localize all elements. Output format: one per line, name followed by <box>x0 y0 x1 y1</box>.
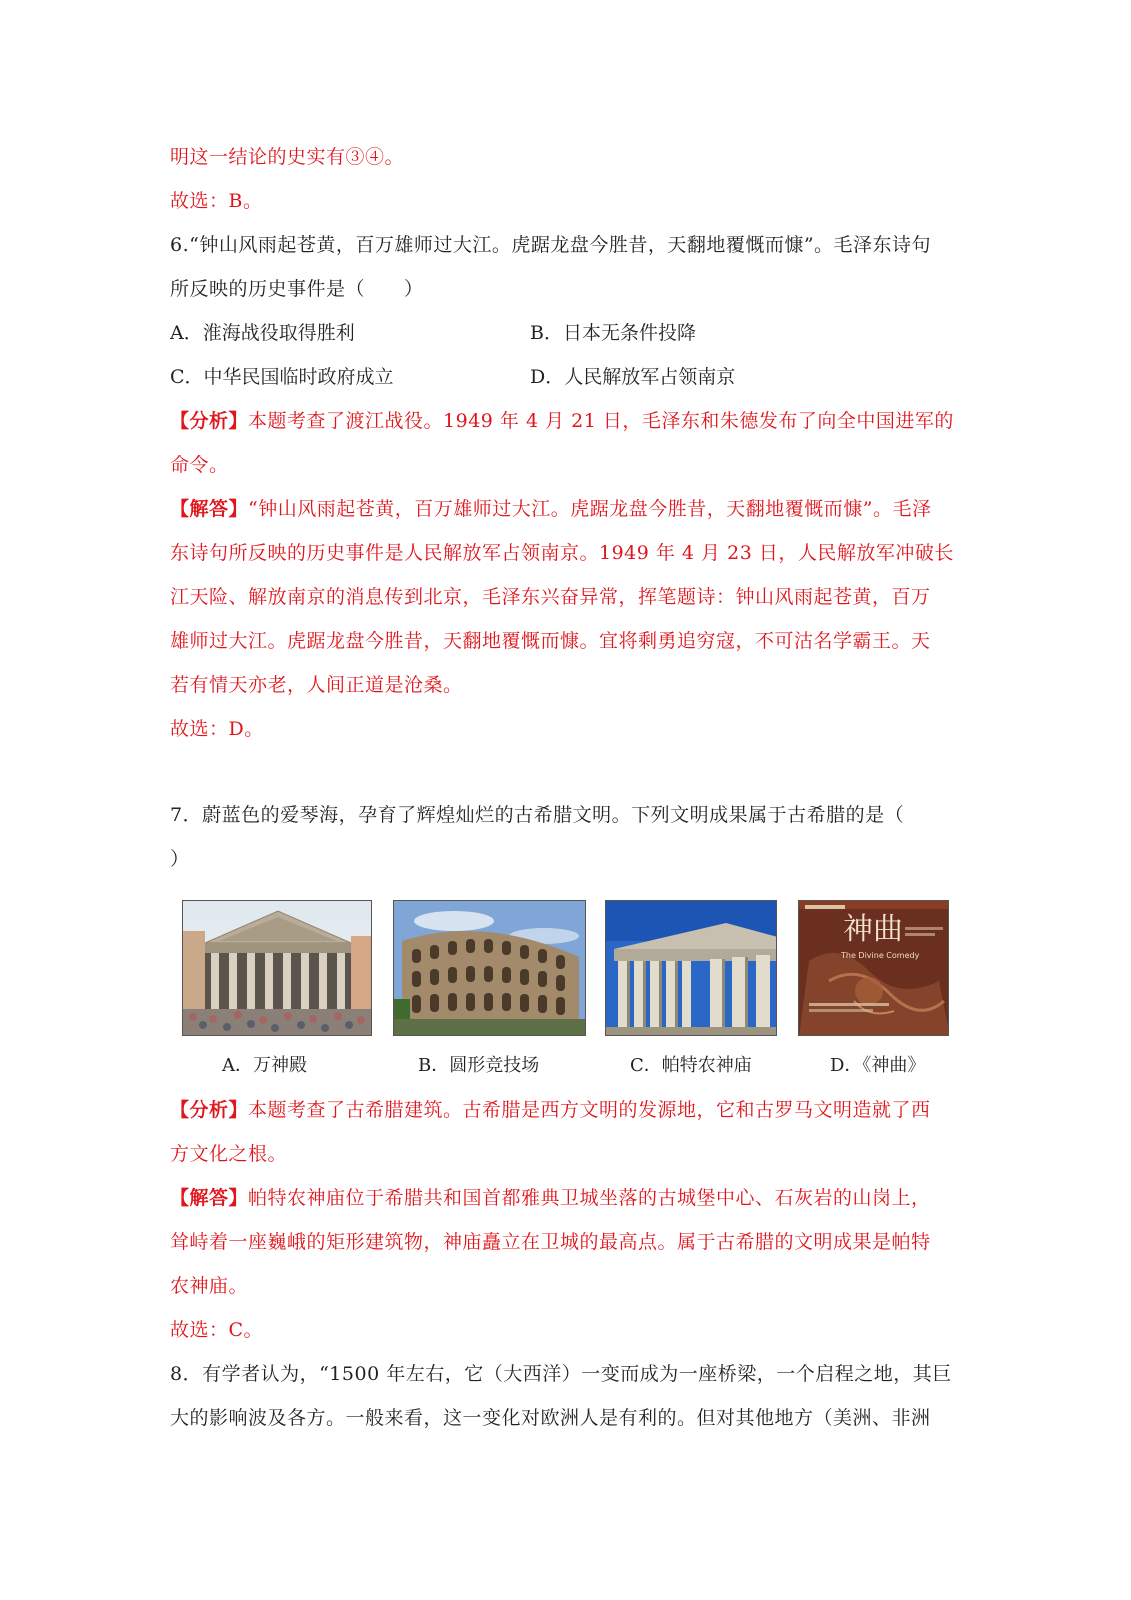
book-title: 神曲 <box>843 912 903 947</box>
q7-analysis-line2: 方文化之根。 <box>170 1143 288 1165</box>
q6-stem-line2: 所反映的历史事件是（ ） <box>170 278 424 300</box>
prev-explanation-tail: 明这一结论的史实有③④。 <box>170 146 405 168</box>
q6-analysis-tag: 【分析】 <box>170 410 249 432</box>
q7-solution-text: 帕特农神庙位于希腊共和国首都雅典卫城坐落的古城堡中心、石灰岩的山岗上， <box>248 1187 931 1209</box>
q6-solution-text: “钟山风雨起苍黄，百万雄师过大江。虎踞龙盘今胜昔，天翻地覆慨而慷”。毛泽 <box>248 498 932 520</box>
prev-answer: 故选：B。 <box>170 190 263 212</box>
q7-solution-line2: 耸峙着一座巍峨的矩形建筑物，神庙矗立在卫城的最高点。属于古希腊的文明成果是帕特 <box>170 1231 931 1253</box>
q7-solution-line1 <box>170 1186 931 1210</box>
pantheon-image <box>182 900 372 1036</box>
q7-solution-line3: 农神庙。 <box>170 1275 249 1297</box>
q6-solution-line2: 东诗句所反映的历史事件是人民解放军占领南京。1949 年 4 月 23 日，人民解放军冲破长 <box>170 542 954 564</box>
divine-comedy-cover-image <box>798 900 949 1036</box>
q7-stem-line2: ） <box>170 848 190 870</box>
q7-option-d: D．《神曲》 <box>830 1055 926 1076</box>
q6-solution-line1 <box>170 497 931 521</box>
q8-stem-line2: 大的影响波及各方。一般来看，这一变化对欧洲人是有利的。但对其他地方（美洲、非洲 <box>170 1407 931 1429</box>
q6-option-c: C．中华民国临时政府成立 <box>170 366 394 388</box>
colosseum-image <box>393 900 586 1036</box>
q6-option-a: A．淮海战役取得胜利 <box>170 322 355 344</box>
q6-solution-tag: 【解答】 <box>170 498 249 520</box>
q6-solution-line5: 若有情天亦老，人间正道是沧桑。 <box>170 674 463 696</box>
q6-option-b: B．日本无条件投降 <box>530 322 696 344</box>
q6-analysis-line1 <box>170 409 954 433</box>
q7-analysis-text: 本题考查了古希腊建筑。古希腊是西方文明的发源地，它和古罗马文明造就了西 <box>248 1099 931 1121</box>
q7-solution-tag: 【解答】 <box>170 1187 249 1209</box>
q7-option-a: A．万神殿 <box>222 1055 307 1076</box>
q6-stem-line1: 6.“钟山风雨起苍黄，百万雄师过大江。虎踞龙盘今胜昔，天翻地覆慨而慷”。毛泽东诗句 <box>170 234 932 256</box>
book-subtitle: The Divine Comedy <box>841 951 920 960</box>
q7-option-b: B．圆形竞技场 <box>418 1055 540 1076</box>
q7-answer: 故选：C。 <box>170 1319 264 1341</box>
q7-analysis-line1 <box>170 1098 931 1122</box>
q7-analysis-tag: 【分析】 <box>170 1099 249 1121</box>
q6-solution-line3: 江天险、解放南京的消息传到北京，毛泽东兴奋异常，挥笔题诗：钟山风雨起苍黄，百万 <box>170 586 931 608</box>
q7-stem-line1: 7．蔚蓝色的爱琴海，孕育了辉煌灿烂的古希腊文明。下列文明成果属于古希腊的是（ <box>170 804 905 826</box>
q6-analysis-text: 本题考查了渡江战役。1949 年 4 月 21 日，毛泽东和朱德发布了向全中国进军的 <box>248 410 954 432</box>
q8-stem-line1: 8．有学者认为，“1500 年左右，它（大西洋）一变而成为一座桥梁，一个启程之地，其巨 <box>170 1363 952 1385</box>
q7-option-c: C．帕特农神庙 <box>630 1055 752 1076</box>
q6-answer: 故选：D。 <box>170 718 264 740</box>
q6-solution-line4: 雄师过大江。虎踞龙盘今胜昔，天翻地覆慨而慷。宜将剩勇追穷寇，不可沽名学霸王。天 <box>170 630 931 652</box>
q6-analysis-line2: 命令。 <box>170 454 229 476</box>
parthenon-image <box>605 900 777 1036</box>
q6-option-d: D．人民解放军占领南京 <box>530 366 736 388</box>
